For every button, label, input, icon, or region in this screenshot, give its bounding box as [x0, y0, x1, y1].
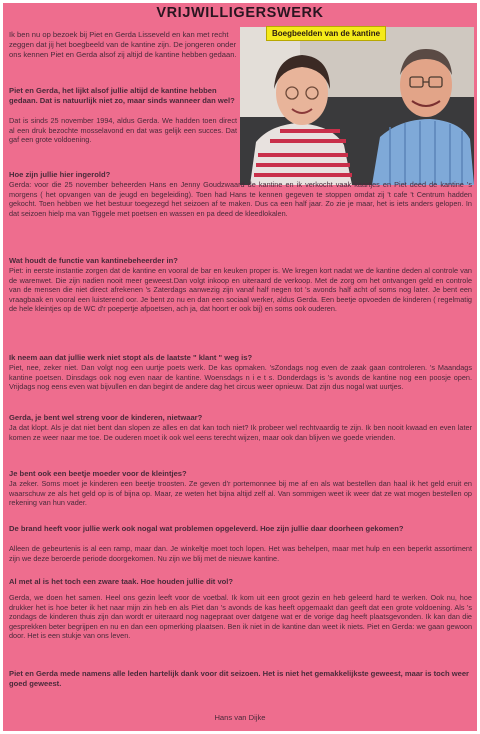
answer-2: Gerda: voor die 25 november beheerden Hans en Jenny Goudzwaard de kantine en ik verkocht vaak kaartjes en Piet deed de kantine 's morgens ( het opvangen van de jeugd en begeleiding). Toen had Hans te kennen gegeven te stoppen omdat zij 't cafe 't Centrum hadden gekocht. Toen hebben we het bestuur toegezegd het seizoen af te maken. Dus ca een half jaar. Zo zie je maar, het is iets anders gelopen. In dat seizoen hielp ma van Tiggele met poetsen en wassen en pa deed de kleedlokalen.	[9, 180, 472, 218]
page-title: VRIJWILLIGERSWERK	[156, 5, 324, 21]
answer-7: Alleen de gebeurtenis is al een ramp, maar dan. Je winkeltje moet toch lopen. Het was behelpen, maar met hulp en een beperkt assortiment zijn we deze beroerde periode doorgekomen. Nu zijn we blij met de nieuwe kantine.	[9, 544, 472, 563]
answer-1: Dat is sinds 25 november 1994, aldus Gerda. We hadden toen direct al een druk bezochte mosselavond en dat was gelijk een succes. Dat gaf een grote voldoening.	[9, 116, 237, 145]
question-8: Al met al is het toch een zware taak. Hoe houden jullie dit vol?	[9, 577, 234, 586]
question-7: De brand heeft voor jullie werk ook nogal wat problemen opgeleverd. Hoe zijn jullie daar doorheen gekomen?	[9, 524, 404, 533]
closing-note: Piet en Gerda mede namens alle leden hartelijk dank voor dit seizoen. Het is niet het gemakkelijkste geweest, maar is toch weer goed geweest.	[9, 669, 470, 688]
author-name: Hans van Dijke	[214, 713, 266, 722]
answer-4: Piet, nee, zeker niet. Dan volgt nog een uurtje poets werk. De kas opmaken. 'sZondags nog even de zaak gaan controleren. 's Maandags kantine poetsen. Dinsdags ook nog even naar de kantine. Woensdags n i e t s. Donderdags is 's avonds de kantine nog een poosje open. Vrijdags nog eens even wat bijvullen en dan begint de andere dag het circus weer opnieuw. Dat zijn dus nogal wat uurtjes.	[9, 363, 472, 392]
newsletter-page	[3, 3, 477, 731]
question-1: Piet en Gerda, het lijkt alsof jullie altijd de kantine hebben gedaan. Dat is natuurlijk niet zo, maar sinds wanneer dan wel?	[9, 86, 235, 105]
question-3: Wat houdt de functie van kantinebeheerder in?	[9, 256, 178, 265]
answer-5: Ja dat klopt. Als je dat niet bent dan slopen ze alles en dat kan toch niet? Ik probeer wel rechtvaardig te zijn. Ik ben nooit kwaad en even later komen ze weer naar me toe. De ouderen moet ik ook wel eens terecht wijzen, maar ook dan blijven we goede vrienden.	[9, 423, 472, 442]
question-5: Gerda, je bent wel streng voor de kinderen, nietwaar?	[9, 413, 203, 422]
question-4: Ik neem aan dat jullie werk niet stopt als de laatste " klant " weg is?	[9, 353, 253, 362]
question-2: Hoe zijn jullie hier ingerold?	[9, 170, 111, 179]
intro-paragraph: Ik ben nu op bezoek bij Piet en Gerda Lisseveld en kan met recht zeggen dat jij het boegbeeld van de kantine zijn. De jongeren onder ons kennen Piet en Gerda alsof zij altijd de kantine hebben gedaan.	[9, 30, 237, 59]
question-6: Je bent ook een beetje moeder voor de kleintjes?	[9, 469, 187, 478]
portrait-photo	[240, 27, 474, 185]
portrait-illustration	[240, 27, 474, 185]
photo-caption: Boegbeelden van de kantine	[266, 26, 386, 41]
answer-3: Piet: in eerste instantie zorgen dat de kantine en vooral de bar en keuken proper is. We kregen kort nadat we de kantine deden al controle van de warenwet. Die zijn nadien nooit meer geweest.Dan volgt inkoop en uiteraard de verkoop. Met de zorg om het ontvangen geld en controle van de mensen die niet direct afrekenen 's Zaterdags aanwezig zijn vanaf half negen tot 's avonds half acht of soms nog later. Je bent een vraagbaak en vooral een luisterend oor. Je bent zo nu en dan een sociaal werker, aldus Gerda. Een beetje opvoeden de kinderen ( regelmatig de hele kleintjes op de WC d'r poepertje afpoetsen, ach ja, dat hoort er ook bij) en soms ook ouderen.	[9, 266, 472, 314]
answer-6: Ja zeker. Soms moet je kinderen een beetje troosten. Ze geven d'r portemonnee bij me af en als wat bestellen dan haal ik het geld eruit en waarschuw ze als het geld op is of bijna op. Maar, ze weten het bijna altijd zelf al. Van sommigen weet ik weer dat ze wat mogen bestellen op rekening van hun vader.	[9, 479, 472, 508]
answer-8: Gerda, we doen het samen. Heel ons gezin leeft voor de voetbal. Ik kom uit een groot gezin en heb geleerd hard te werken. Ook nu, hoe drukker het is hoe beter ik het naar mijn zin heb en als Piet dan 's avonds de kas heeft opgemaakt dan geeft dat een grote voldoening. Als 's zondags de kinderen thuis zijn dan wordt er uiteraard nog nagepraat over datgene wat er de vorige dag heeft plaatsgevonden. Ik kan dan die gesprekken beter begrijpen en nu en dan een opmerking plaatsen. Ben ik niet in de kantine dan weet ik niets. Piet en Gerda: we gaan gewoon door. Het is een stukje van ons leven.	[9, 593, 472, 641]
